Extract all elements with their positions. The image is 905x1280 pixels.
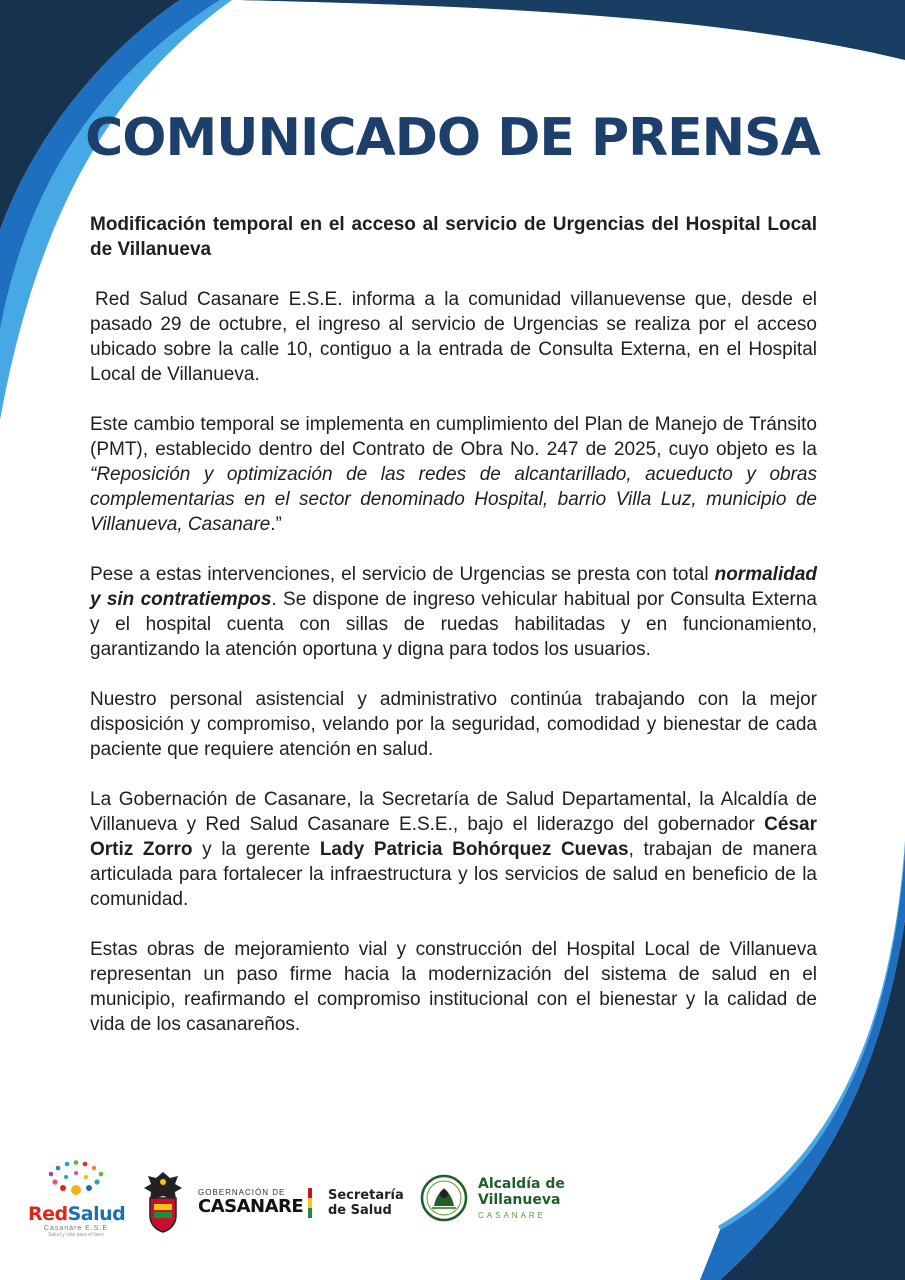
paragraph-5-text-c: , trabajan de manera articulada para fortalecer la infraestructura y los servicios de salud en beneficio de la comunidad. (90, 839, 817, 910)
gobernacion-text (198, 1188, 303, 1217)
redsalud-name-salud: Salud (67, 1203, 126, 1225)
paragraph-3-text-b: . Se dispone de ingreso vehicular habitual por Consulta Externa y el hospital cuenta con sillas de ruedas habilitadas y en funcionamiento, garantizando la atención oportuna y digna para todos los usuarios. (90, 589, 817, 660)
redsalud-name-red: Red (28, 1203, 68, 1225)
redsalud-dots-icon (41, 1160, 111, 1196)
paragraph-3-emphasis: normalidad y sin contratiempos (90, 564, 817, 610)
paragraph-2 (90, 412, 817, 537)
paragraph-2-text: Este cambio temporal se implementa en cumplimiento del Plan de Manejo de Tránsito (PMT), establecido dentro del Contrato de Obra No. 247 de 2025, cuyo objeto es la (90, 414, 817, 460)
redsalud-subtitle: Casanare E.S.E (43, 1225, 109, 1232)
coat-of-arms-icon (140, 1170, 186, 1234)
paragraph-5-text-a: La Gobernación de Casanare, la Secretaría de Salud Departamental, la Alcaldía de Villanueva y Red Salud Casanare E.S.E., bajo el liderazgo del gobernador (90, 789, 817, 835)
alcaldia-villanueva-logo (420, 1172, 580, 1232)
villanueva-line-3: CASANARE (478, 1211, 547, 1220)
redsalud-name (28, 1203, 124, 1225)
footer-logos (0, 1150, 905, 1260)
subtitle: Modificación temporal en el acceso al servicio de Urgencias del Hospital Local de Villanueva (90, 214, 817, 260)
paragraph-6: Estas obras de mejoramiento vial y construcción del Hospital Local de Villanueva representan un paso firme hacia la modernización del sistema de salud en el municipio, reafirmando el compromiso institucional con el bienestar y la calidad de vida de los casanareños. (90, 939, 817, 1035)
gobernacion-logo (140, 1170, 404, 1234)
villanueva-line-2: Villanueva (478, 1192, 561, 1208)
press-release-body (90, 212, 817, 1062)
top-right-swoosh-blue (240, 0, 905, 60)
manager-name: Lady Patricia Bohórquez Cuevas (319, 839, 629, 860)
secretaria-salud-text (328, 1188, 404, 1218)
secretaria-line-1: Secretaría (328, 1188, 404, 1203)
secretaria-line-2: de Salud (328, 1203, 392, 1218)
paragraph-1: Red Salud Casanare E.S.E. informa a la comunidad villanuevense que, desde el pasado 29 de octubre, el ingreso al servicio de Urgencias se realiza por el acceso ubicado sobre la calle 10, contiguo a la entrada de Consulta Externa, en el Hospital Local de Villanueva. (90, 289, 817, 385)
tricolor-bar-icon (308, 1188, 312, 1218)
gobernacion-small: GOBERNACIÓN DE (198, 1188, 286, 1197)
paragraph-2-quote: “Reposición y optimización de las redes de alcantarillado, acueducto y obras complementarias en el sector denominado Hospital, barrio Villa Luz, municipio de Villanueva, Casanare (90, 464, 817, 535)
villanueva-text (478, 1176, 565, 1220)
paragraph-4: Nuestro personal asistencial y administrativo continúa trabajando con la mejor disposición y compromiso, velando por la seguridad, comodidad y bienestar de cada paciente que requiere atención en salud. (90, 689, 817, 760)
paragraph-3 (90, 562, 817, 662)
paragraph-3-text-a: Pese a estas intervenciones, el servicio de Urgencias se presta con total (90, 564, 715, 585)
paragraph-2-end: .” (270, 514, 282, 535)
paragraph-5-text-b: y la gerente (192, 839, 320, 860)
villanueva-emblem-icon (420, 1174, 468, 1222)
redsalud-logo (28, 1160, 124, 1238)
villanueva-line-1: Alcaldía de (478, 1176, 565, 1192)
paragraph-5 (90, 787, 817, 912)
page-title: COMUNICADO DE PRENSA (85, 108, 820, 168)
redsalud-slogan: Salud y vida para el llano (48, 1232, 104, 1238)
gobernacion-big: CASANARE (198, 1196, 304, 1217)
governor-name: César Ortiz Zorro (90, 814, 817, 860)
